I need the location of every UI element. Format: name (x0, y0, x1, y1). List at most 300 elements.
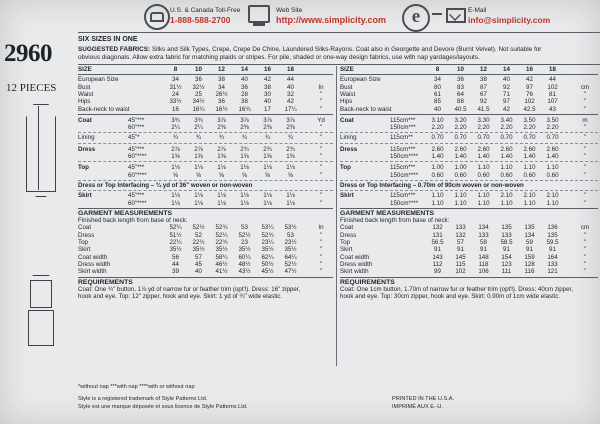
row-label: Skirt (340, 246, 353, 254)
unit: " (319, 90, 323, 98)
row-label: Back-neck to waist (78, 105, 130, 113)
cell-value: 32½ (192, 83, 205, 91)
top-sketch (30, 280, 52, 308)
unit: " (319, 164, 323, 172)
row-divider (78, 161, 333, 162)
unit: " (583, 246, 587, 254)
cell-value: 1.40 (454, 153, 467, 160)
cell-value: 1.10 (431, 199, 444, 207)
unit: cm (580, 224, 590, 232)
cell-value: 57 (457, 239, 464, 246)
cell-value: 3.10 (431, 116, 444, 124)
row-divider (78, 277, 333, 278)
six-sizes-heading: SIX SIZES IN ONE (78, 36, 138, 43)
cell-value: 2.20 (477, 124, 490, 132)
cell-value: 38 (241, 98, 248, 106)
row-label: Dress (78, 231, 95, 239)
cell-value: 60¼ (238, 253, 251, 261)
cell-value: 1⅛ (217, 192, 226, 200)
unit: " (583, 268, 587, 276)
cell-value: 2⅞ (217, 145, 226, 153)
fabric-width: 60"**** (128, 171, 147, 179)
cell-value: 34½ (192, 98, 205, 106)
cell-value: 1⅛ (217, 199, 226, 207)
cell-value: 33½ (169, 98, 182, 106)
cell-value: ⅝ (287, 171, 294, 179)
pattern-number: 2960 (4, 40, 52, 67)
cell-value: 2.10 (523, 192, 536, 200)
footnote: *without nap ***with nap ****with or without nap (78, 384, 195, 390)
cell-value: 62¼ (261, 253, 274, 261)
cell-value: 1.10 (500, 199, 513, 207)
row-divider (340, 190, 598, 191)
cell-value: 22¾ (215, 239, 228, 246)
fabric-width: 45"*** (128, 145, 145, 153)
cell-value: 91 (434, 246, 441, 254)
unit: " (583, 98, 587, 106)
row-divider (340, 277, 598, 278)
row-label: Skirt width (78, 268, 107, 276)
cell-value: 53 (287, 231, 294, 239)
cell-value: 0.70 (431, 134, 444, 142)
cell-value: 111 (501, 268, 512, 276)
fabric-width: 60"**** (128, 199, 147, 207)
cell-value: 1⅝ (171, 153, 180, 160)
arrow-icon (432, 13, 442, 15)
unit: In (318, 83, 324, 91)
email-e-icon: e (402, 4, 430, 32)
cell-value: 23½ (284, 239, 297, 246)
web-url: http://www.simplicity.com (276, 15, 387, 25)
cell-value: 38 (480, 76, 487, 84)
unit: " (319, 134, 323, 142)
piece-count: 12 PIECES (6, 82, 57, 94)
cell-value: 0.60 (500, 171, 513, 179)
fabric-width: 115cm*** (390, 164, 416, 172)
interfacing-row: Dress or Top Interfacing – ¾ yd of 36" woven or non-woven (78, 181, 253, 189)
unit: In (318, 224, 324, 232)
row-label: Hips (340, 98, 353, 106)
cell-value: 0.60 (523, 171, 536, 179)
skirt-sketch (28, 310, 54, 346)
cell-value: 87 (480, 83, 487, 91)
cell-value: 0.70 (523, 134, 536, 142)
cell-value: 38 (264, 83, 271, 91)
cell-value: 31½ (169, 83, 182, 91)
cell-value: 28 (241, 90, 248, 98)
web-label: Web Site (276, 7, 303, 14)
cell-value: 53½ (284, 224, 297, 232)
cell-value: 36 (457, 76, 464, 84)
cell-value: 159 (524, 253, 535, 261)
row-divider (78, 132, 333, 133)
cell-value: 136 (547, 224, 558, 232)
cell-value: 0.60 (546, 171, 559, 179)
cell-value: 2⅜ (217, 124, 226, 132)
cell-value: 121 (547, 268, 558, 276)
cell-value: 35½ (284, 246, 297, 254)
unit: m (582, 116, 588, 124)
cell-value: 1.40 (546, 153, 559, 160)
phone-number: 1-888-588-2700 (170, 15, 231, 25)
cell-value: 0.70 (477, 134, 490, 142)
unit: " (583, 145, 587, 153)
cell-value: 128 (524, 260, 535, 268)
row-divider (340, 132, 598, 133)
cell-value: 106 (478, 268, 489, 276)
row-label: Back-neck to waist (340, 105, 392, 113)
cell-value: 115 (455, 260, 466, 268)
row-label: SIZE (340, 66, 354, 73)
row-label: Hips (78, 98, 91, 106)
cell-value: 91 (457, 246, 464, 254)
row-label: Skirt (78, 246, 91, 254)
unit: " (319, 199, 323, 207)
cell-value: 135 (547, 231, 558, 239)
cell-value: 36 (218, 98, 225, 106)
cell-value: 45½ (261, 268, 274, 276)
unit: " (319, 231, 323, 239)
row-label: European Size (78, 76, 119, 84)
cell-value: 22¼ (169, 239, 182, 246)
cell-value: 1.10 (431, 192, 444, 200)
row-label: Dress (340, 231, 357, 239)
suggested-fabrics (78, 46, 593, 54)
row-divider (78, 114, 333, 115)
cell-value: 59 (526, 239, 533, 246)
cell-value: 1.10 (477, 192, 490, 200)
cell-value: 1⅛ (263, 199, 272, 207)
row-label: Coat (78, 116, 92, 124)
cell-value: 2.20 (500, 124, 513, 132)
cell-value: 148 (478, 253, 489, 261)
unit: " (319, 260, 323, 268)
cell-value: 1⅛ (263, 192, 272, 200)
requirements-line-2: hook and eye. Top: 12" zipper, hook and eye. Skirt: 1 yd of ¾" wide elastic. (78, 293, 283, 301)
cell-value: 3.50 (546, 116, 559, 124)
column-divider (336, 66, 337, 366)
cell-value: 1.10 (523, 164, 536, 172)
cell-value: 2.20 (546, 124, 559, 132)
cell-value: 0.60 (431, 171, 444, 179)
unit: " (583, 134, 587, 142)
cell-value: 2.60 (477, 145, 490, 153)
unit: " (583, 231, 587, 239)
cell-value: 102 (524, 98, 535, 106)
cell-value: 16½ (215, 105, 228, 113)
fabric-width: 150cm*** (390, 124, 416, 132)
cell-value: 12 (218, 66, 225, 73)
cell-value: 40 (503, 76, 510, 84)
cell-value: 1.00 (431, 164, 444, 172)
cell-value: 2¾ (240, 145, 249, 153)
cell-value: 3.20 (454, 116, 467, 124)
cell-value: 12 (480, 66, 487, 73)
cell-value: 132 (432, 224, 443, 232)
unit: " (319, 145, 323, 153)
row-label: SIZE (78, 66, 92, 73)
cell-value: 47½ (284, 268, 297, 276)
row-label: Skirt width (340, 268, 369, 276)
cell-value: 36 (195, 76, 202, 84)
unit: " (583, 164, 587, 172)
cell-value: 52¼ (215, 231, 228, 239)
cell-value: 71 (503, 90, 510, 98)
row-divider (340, 143, 598, 144)
cell-value: 131 (432, 231, 443, 239)
cell-value: 0.60 (454, 171, 467, 179)
cell-value: 88 (457, 98, 464, 106)
cell-value: 43½ (238, 268, 251, 276)
cell-value: 52¾ (261, 231, 274, 239)
cell-value: 3⅞ (286, 116, 295, 124)
cell-value: 39 (172, 268, 179, 276)
garment-measurements-sub: Finished back length from base of neck: (340, 217, 450, 225)
trademark-en: Style is a registered trademark of Style Patterns Ltd. (78, 396, 208, 402)
cell-value: 145 (455, 253, 466, 261)
fabrics-heading: SUGGESTED FABRICS: (78, 46, 151, 53)
row-label: Coat width (78, 253, 108, 261)
cell-value: 2.60 (546, 145, 559, 153)
cell-value: 1⅛ (194, 192, 203, 200)
row-label: Coat width (340, 253, 370, 261)
cell-value: 64¼ (284, 253, 297, 261)
cell-value: 16 (172, 105, 179, 113)
cell-value: 46½ (215, 260, 228, 268)
cell-value: 53¼ (261, 224, 274, 232)
header-divider (78, 32, 600, 33)
cell-value: 154 (501, 253, 512, 261)
cell-value: 1.10 (454, 192, 467, 200)
garment-measurements-heading: GARMENT MEASUREMENTS (78, 209, 173, 217)
metric-size-table (340, 66, 598, 366)
cell-value: 1⅝ (217, 153, 226, 160)
cell-value: ¾ (287, 134, 294, 142)
cell-value: 44 (549, 76, 556, 84)
trademark-fr: Style est une marque déposée et sous licence de Style Patterns Ltd. (78, 404, 248, 410)
cell-value: 57 (195, 253, 202, 261)
cell-value: 35½ (261, 246, 274, 254)
cell-value: 30 (264, 90, 271, 98)
cell-value: 52½ (284, 260, 297, 268)
cell-value: 10 (457, 66, 464, 73)
printed-usa-fr: IMPRIMÉ AUX E.-U. (392, 404, 443, 410)
cell-value: 97 (526, 83, 533, 91)
cell-value: 38 (218, 76, 225, 84)
cell-value: 1.10 (546, 164, 559, 172)
cell-value: 1⅝ (286, 153, 295, 160)
cell-value: 36 (241, 83, 248, 91)
row-label: Lining (78, 134, 95, 142)
cell-value: 1⅛ (194, 199, 203, 207)
row-label: Waist (78, 90, 94, 98)
cell-value: 2⅜ (263, 124, 272, 132)
cell-value: 2.20 (431, 124, 444, 132)
cell-value: 164 (547, 253, 558, 261)
cell-value: 1.10 (477, 199, 490, 207)
fabric-width: 45"*** (128, 116, 145, 124)
cell-value: 1.40 (477, 153, 490, 160)
cell-value: 1⅛ (171, 192, 180, 200)
fabric-width: 45"*** (128, 164, 145, 172)
row-label: Skirt (340, 192, 354, 200)
cell-value: 85 (434, 98, 441, 106)
cell-value: 2⅜ (286, 124, 295, 132)
requirements-line-1: Coat: One 1cm button, 1.70m of narrow fur or feather trim (opt'l). Dress: 40cm zipper, (340, 285, 573, 293)
cell-value: 56.5 (431, 239, 444, 246)
cell-value: 1.10 (454, 199, 467, 207)
unit: " (583, 153, 587, 160)
fabric-width: 150cm**** (390, 153, 419, 160)
cell-value: ⅝ (172, 171, 179, 179)
phone-icon (144, 4, 170, 30)
fabrics-line-1: Silks and Silk Types, Crepe, Crepe De Chine, Laundered Silks-Rayons. Coat also in Georgette and Devore (Burnt Velvet). Not suitable for (151, 46, 542, 53)
unit: " (319, 239, 323, 246)
fabric-width: 60"*** (128, 124, 145, 132)
envelope-icon (446, 8, 466, 23)
cell-value: 143 (432, 253, 443, 261)
row-label: Top (340, 164, 351, 172)
cell-value: 50½ (261, 260, 274, 268)
row-label: Bust (340, 83, 353, 91)
row-label: Coat (340, 224, 354, 232)
cell-value: 61 (434, 90, 441, 98)
cell-value: 0.70 (546, 134, 559, 142)
cell-value: 44 (172, 260, 179, 268)
fabric-width: 45"* (128, 134, 140, 142)
cell-value: ¾ (172, 134, 179, 142)
requirements-heading: REQUIREMENTS (340, 278, 395, 286)
cell-value: 133 (547, 260, 558, 268)
cell-value: 91 (503, 246, 510, 254)
fabric-width: 60"**** (128, 153, 147, 160)
cell-value: 44 (287, 76, 294, 84)
cell-value: 3¾ (171, 116, 180, 124)
dress-sketch (28, 196, 54, 276)
cell-value: 53 (241, 224, 248, 232)
cell-value: 42.5 (523, 105, 536, 113)
row-label: Dress width (340, 260, 373, 268)
row-divider (340, 114, 598, 115)
coat-sketch (26, 104, 56, 192)
cell-value: 59.5 (546, 239, 559, 246)
unit: cm (580, 83, 590, 91)
cell-value: 41½ (215, 268, 228, 276)
row-divider (78, 143, 333, 144)
cell-value: 16 (526, 66, 533, 73)
cell-value: 56 (172, 253, 179, 261)
cell-value: 83 (457, 83, 464, 91)
cell-value: 3.40 (500, 116, 513, 124)
cell-value: 52½ (238, 231, 251, 239)
cell-value: 43 (549, 105, 556, 113)
computer-icon (248, 5, 270, 23)
cell-value: 80 (434, 83, 441, 91)
cell-value: 1.10 (523, 199, 536, 207)
cell-value: 2⅞ (171, 145, 180, 153)
cell-value: 23¼ (261, 239, 274, 246)
cell-value: 42 (526, 76, 533, 84)
cell-value: 2.60 (454, 145, 467, 153)
cell-value: 1⅝ (240, 153, 249, 160)
row-label: Top (340, 239, 350, 246)
cell-value: 133 (455, 224, 466, 232)
cell-value: 35½ (192, 246, 205, 254)
cell-value: 34 (218, 83, 225, 91)
row-label: Dress (78, 145, 96, 153)
row-label: Lining (340, 134, 357, 142)
cell-value: 52½ (192, 224, 205, 232)
cell-value: 0.70 (500, 134, 513, 142)
printed-usa: PRINTED IN THE U.S.A. (392, 396, 455, 402)
cell-value: 1⅛ (286, 192, 295, 200)
cell-value: 48½ (238, 260, 251, 268)
row-label: Waist (340, 90, 356, 98)
cell-value: 92 (503, 83, 510, 91)
cell-value: 51½ (169, 231, 182, 239)
cell-value: 42 (503, 105, 510, 113)
row-label: Top (78, 164, 89, 172)
unit: " (319, 253, 323, 261)
cell-value: 135 (501, 224, 512, 232)
row-divider (340, 161, 598, 162)
cell-value: 3.30 (477, 116, 490, 124)
cell-value: 45 (195, 260, 202, 268)
unit: " (583, 105, 587, 113)
cell-value: 18 (287, 66, 294, 73)
unit: " (583, 260, 587, 268)
unit: " (583, 90, 587, 98)
cell-value: 81 (549, 90, 556, 98)
cell-value: 3⅞ (240, 116, 249, 124)
cell-value: 52¾ (215, 224, 228, 232)
fabric-width: 115cm*** (390, 145, 416, 153)
cell-value: 32 (287, 90, 294, 98)
cell-value: 0.70 (454, 134, 467, 142)
row-divider (78, 208, 333, 209)
cell-value: 135 (524, 224, 535, 232)
cell-value: 1⅛ (286, 164, 295, 172)
cell-value: 132 (455, 231, 466, 239)
cell-value: 0.60 (477, 171, 490, 179)
row-divider (78, 190, 333, 191)
cell-value: 16¼ (192, 105, 205, 113)
cell-value: 97 (503, 98, 510, 106)
cell-value: 1⅝ (194, 153, 203, 160)
row-label: Coat (78, 224, 92, 232)
cell-value: 1.40 (523, 153, 536, 160)
cell-value: 133 (501, 231, 512, 239)
cell-value: 1⅛ (240, 164, 249, 172)
cell-value: 1.10 (546, 199, 559, 207)
cell-value: ⅝ (195, 171, 202, 179)
cell-value: 42 (287, 98, 294, 106)
cell-value: 17 (264, 105, 271, 113)
fabric-width: 115cm*** (390, 116, 416, 124)
cell-value: 26½ (215, 90, 228, 98)
cell-value: 35½ (215, 246, 228, 254)
garment-measurements-sub: Finished back length from base of neck: (78, 217, 188, 225)
cell-value: 58.5 (500, 239, 513, 246)
cell-value: 8 (173, 66, 178, 73)
cell-value: 1.40 (431, 153, 444, 160)
cell-value: 1⅛ (171, 164, 180, 172)
row-label: Dress width (78, 260, 111, 268)
cell-value: 2⅞ (194, 145, 203, 153)
cell-value: 1.40 (500, 153, 513, 160)
cell-value: 123 (501, 260, 512, 268)
cell-value: 118 (478, 260, 489, 268)
